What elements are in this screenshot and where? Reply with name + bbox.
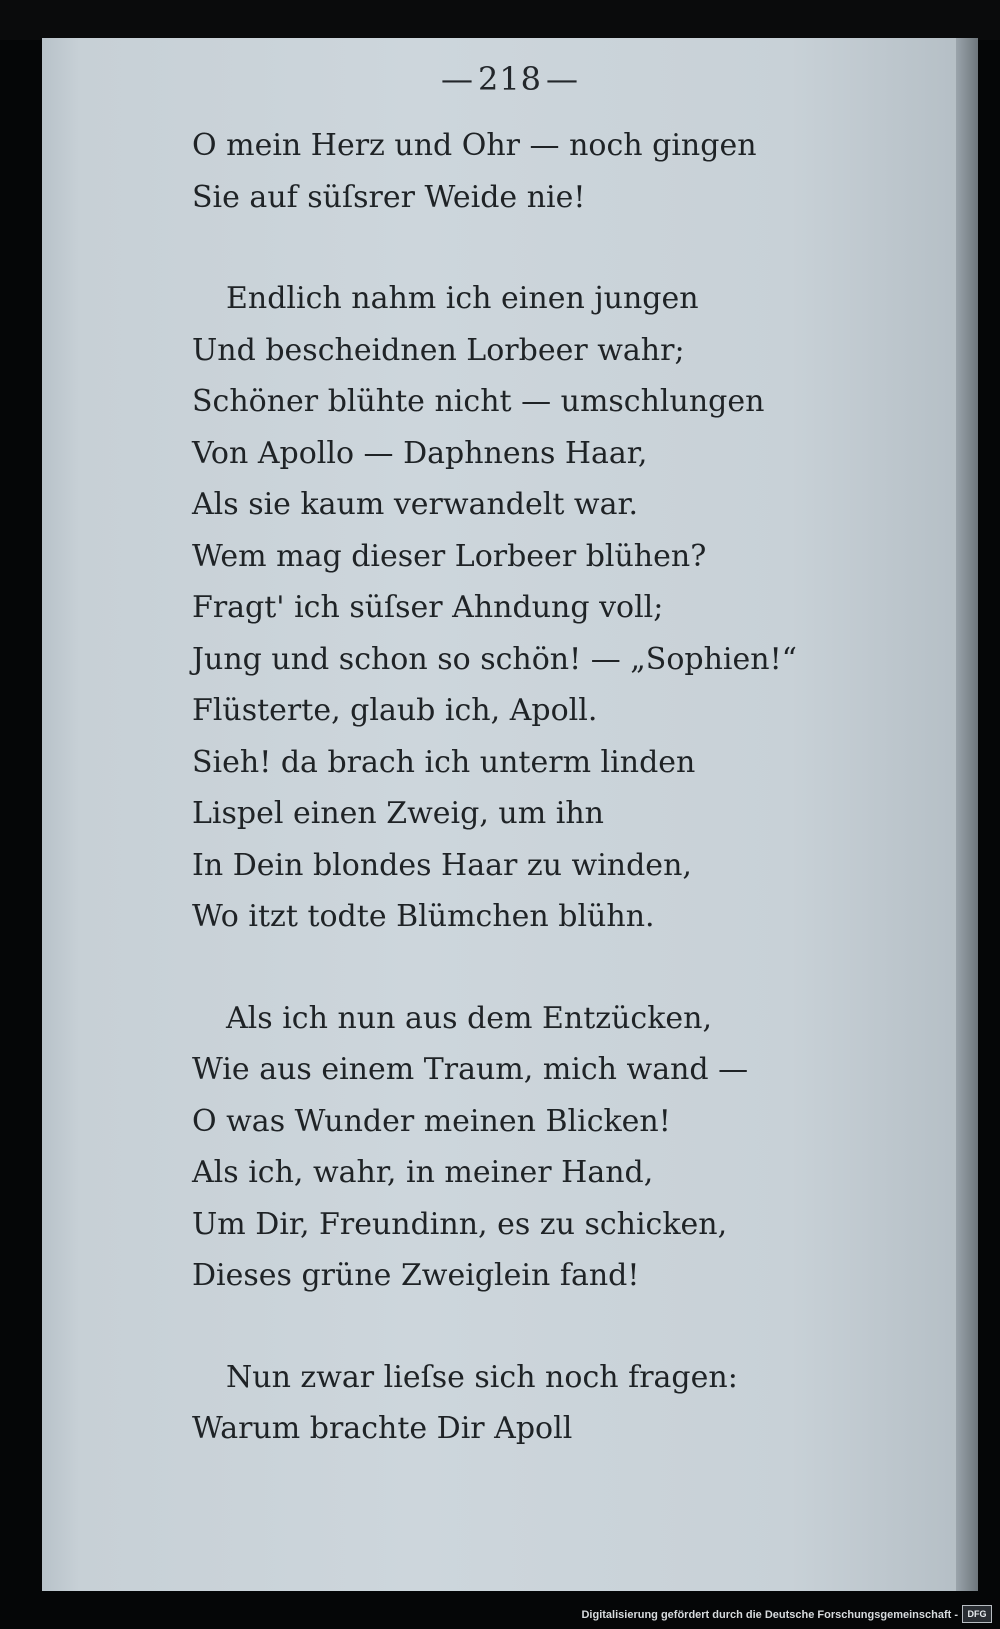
page-number-value: 218 [477, 60, 543, 98]
digitization-footer [0, 1591, 1000, 1629]
verse-line: Sie auf süſsrer Weide nie! [192, 179, 586, 215]
stanza-3 [192, 993, 932, 1302]
verse-line: Sieh! da brach ich unterm linden [192, 744, 696, 780]
verse-line: Als sie kaum verwandelt war. [192, 487, 639, 522]
book-page [42, 38, 978, 1591]
verse-line: O was Wunder meinen Blicken! [192, 1103, 671, 1139]
verse-line: Schöner blühte nicht — umschlungen [192, 384, 765, 419]
verse-line: Wo itzt todte Blümchen blühn. [192, 899, 655, 934]
verse-line: O mein Herz und Ohr — noch gingen [192, 128, 757, 163]
stanza-4 [192, 1352, 932, 1455]
verse-line: Von Apollo — Daphnens Haar, [192, 435, 648, 471]
poem-text [192, 120, 932, 1455]
verse-line: Endlich nahm ich einen jungen [226, 281, 699, 316]
verse-line: Als ich nun aus dem Entzücken, [226, 1000, 713, 1036]
verse-line: Als ich, wahr, in meiner Hand, [192, 1155, 654, 1190]
verse-line: Flüsterte, glaub ich, Apoll. [192, 693, 598, 728]
verse-line: Und bescheidnen Lorbeer wahr; [192, 332, 685, 368]
verse-line: Lispel einen Zweig, um ihn [192, 796, 604, 831]
verse-line: Jung und schon so schön! — „Sophien!“ [192, 641, 797, 677]
page-edge [956, 38, 978, 1591]
verse-line: Nun zwar lieſse sich noch fragen: [226, 1359, 738, 1395]
verse-line: Um Dir, Freundinn, es zu schicken, [192, 1206, 728, 1242]
verse-line: In Dein blondes Haar zu winden, [192, 847, 692, 883]
verse-line: Wie aus einem Traum, mich wand — [192, 1052, 749, 1087]
page-number: — 218 — [440, 60, 580, 98]
stanza-gap [192, 223, 932, 273]
stanza-2 [192, 273, 932, 943]
funding-credit: Digitalisierung gefördert durch die Deutsche Forschungsgemeinschaft - [581, 1609, 958, 1621]
dfg-logo: DFG [962, 1605, 992, 1623]
stanza-1 [192, 120, 932, 223]
verse-line: Fragt' ich süſser Ahndung voll; [192, 590, 664, 625]
verse-line: Wem mag dieser Lorbeer blühen? [192, 538, 707, 574]
scan-top-frame [0, 0, 1000, 40]
verse-line: Warum brachte Dir Apoll [192, 1411, 573, 1446]
stanza-gap [192, 1302, 932, 1352]
verse-line: Dieses grüne Zweiglein fand! [192, 1258, 640, 1293]
stanza-gap [192, 943, 932, 993]
